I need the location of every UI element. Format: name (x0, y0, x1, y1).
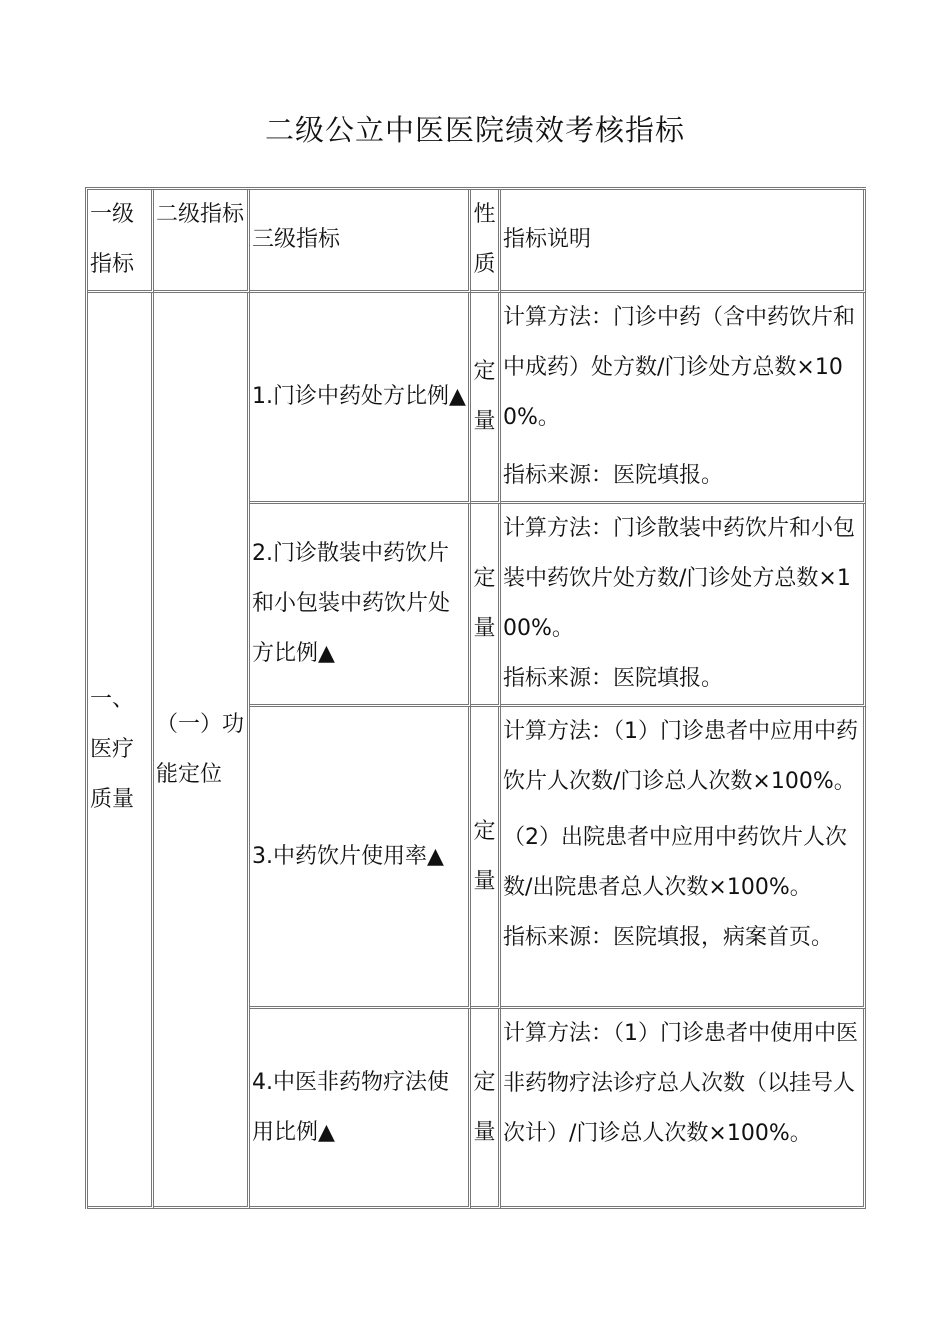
indicator-cell: 1.门诊中药处方比例▲ (250, 293, 471, 504)
level2-cell: （一）功能定位 (154, 293, 250, 1209)
header-level2: 二级指标 (154, 190, 250, 293)
method-text-2: （2）出院患者中应用中药饮片人次数/出院患者总人次数×100%。 (503, 825, 847, 900)
header-level1: 一级指标 (88, 190, 154, 293)
header-level3: 三级指标 (250, 190, 471, 293)
desc-cell (501, 707, 866, 1009)
page-title: 二级公立中医医院绩效考核指标 (264, 113, 685, 147)
method-text: 计算方法：门诊中药（含中药饮片和中成药）处方数/门诊处方总数×100%。 (503, 305, 856, 430)
nature-cell: 定量 (471, 707, 501, 1009)
nature-cell: 定量 (471, 1009, 501, 1209)
method-text: 计算方法：（1）门诊患者中使用中医非药物疗法诊疗总人次数（以挂号人次计）/门诊总人次数×100%。 (503, 1021, 858, 1146)
level1-cell: 一、医疗质量 (88, 293, 154, 1209)
desc-cell (501, 504, 866, 707)
nature-cell: 定量 (471, 293, 501, 504)
indicator-cell: 4.中医非药物疗法使用比例▲ (250, 1009, 471, 1209)
header-nature: 性质 (471, 190, 501, 293)
indicator-table (85, 187, 866, 1209)
desc-cell (501, 293, 866, 504)
method-text: 计算方法：（1）门诊患者中应用中药饮片人次数/门诊总人次数×100%。 (503, 719, 858, 794)
method-text: 计算方法：门诊散装中药饮片和小包装中药饮片处方数/门诊处方总数×100%。 (503, 516, 856, 641)
nature-cell: 定量 (471, 504, 501, 707)
header-desc: 指标说明 (501, 190, 866, 293)
table-header-row (88, 190, 866, 293)
desc-cell (501, 1009, 866, 1209)
indicator-cell: 3.中药饮片使用率▲ (250, 707, 471, 1009)
table-row (88, 293, 866, 504)
source-text: 指标来源：医院填报。 (503, 666, 724, 691)
source-text: 指标来源：医院填报。 (503, 463, 724, 488)
indicator-cell: 2.门诊散装中药饮片和小包装中药饮片处方比例▲ (250, 504, 471, 707)
source-text: 指标来源：医院填报，病案首页。 (503, 925, 834, 950)
